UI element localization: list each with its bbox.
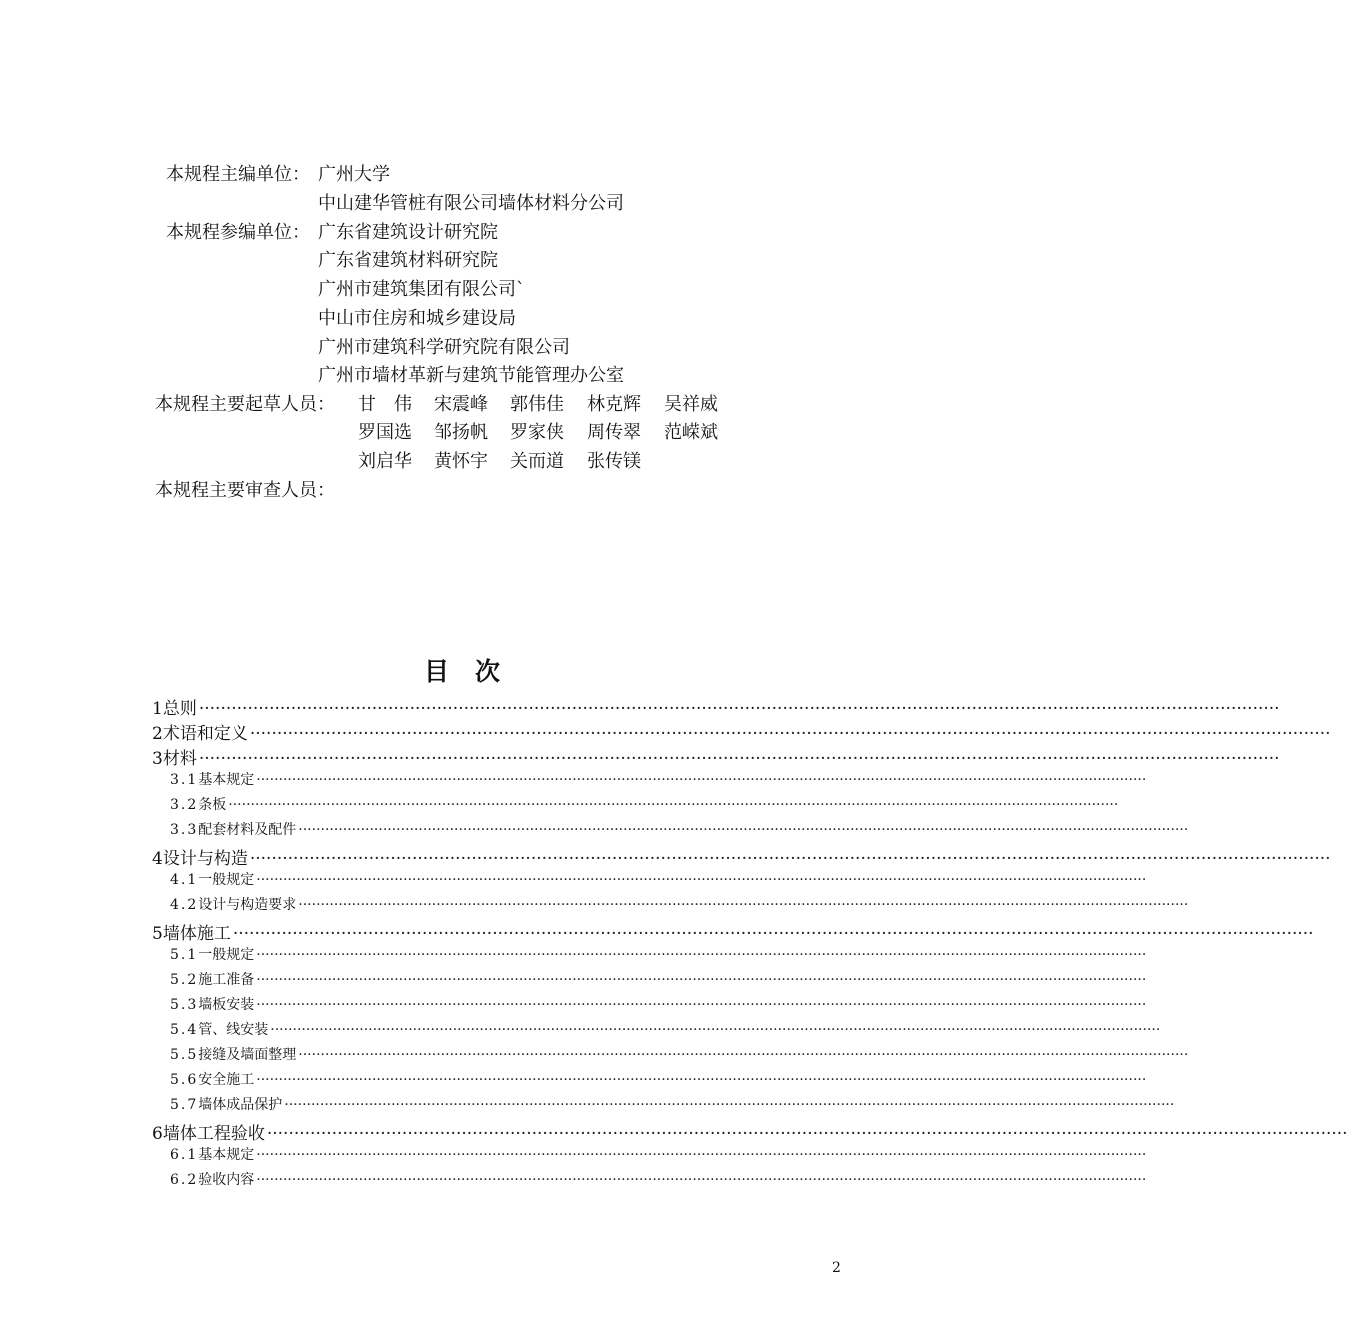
toc-entry-title: 术语和定义 <box>162 724 248 744</box>
toc-entry-number: 5.2 <box>170 972 199 988</box>
toc-entry-title: 墙体施工 <box>162 924 231 944</box>
drafter-name: 邹扬帆 <box>434 422 488 443</box>
co-unit: 广东省建筑设计研究院 <box>318 222 498 243</box>
toc-dot-leader: ········································································································································································································ <box>284 1097 1175 1113</box>
toc-entry-title: 管、线安装 <box>198 1022 269 1038</box>
toc-dot-leader: ········································································································································································································ <box>198 699 1280 719</box>
toc-entry[interactable] <box>152 744 1280 769</box>
page-number: 2 <box>832 1260 841 1276</box>
toc-entry[interactable] <box>152 1069 1147 1094</box>
toc-entry[interactable] <box>152 1144 1147 1169</box>
drafter-name: 郭伟佳 <box>510 394 564 415</box>
toc-entry-title: 设计与构造 <box>162 849 248 869</box>
co-unit: 中山市住房和城乡建设局 <box>318 308 516 329</box>
toc-entry-title: 墙板安装 <box>198 997 255 1013</box>
reviewers-label: 本规程主要审查人员： <box>155 480 335 501</box>
toc-entry[interactable] <box>152 1169 1147 1194</box>
toc-dot-leader: ········································································································································································································ <box>256 997 1147 1013</box>
toc-entry-title: 接缝及墙面整理 <box>198 1047 297 1063</box>
chief-unit: 广州大学 <box>318 164 390 185</box>
toc-entry-title: 总则 <box>162 699 197 719</box>
toc-entry[interactable] <box>152 894 1189 919</box>
toc-entry-number: 3.1 <box>170 772 199 788</box>
toc-entry-number: 5.3 <box>170 997 199 1013</box>
table-of-contents <box>152 694 1348 1194</box>
co-editor-label: 本规程参编单位： <box>166 222 310 243</box>
toc-entry[interactable] <box>152 1119 1348 1144</box>
toc-entry[interactable] <box>152 919 1314 944</box>
toc-dot-leader: ········································································································································································································ <box>256 1147 1147 1163</box>
co-unit: 广州市建筑科学研究院有限公司 <box>318 337 570 358</box>
toc-entry-number: 3.2 <box>170 797 199 813</box>
drafter-name: 林克辉 <box>587 394 641 415</box>
toc-dot-leader: ········································································································································································································ <box>256 947 1147 963</box>
co-unit: 广州市墙材革新与建筑节能管理办公室 <box>318 365 624 386</box>
toc-entry-number: 5 <box>152 924 163 944</box>
toc-entry-title: 施工准备 <box>198 972 255 988</box>
toc-entry-number: 3 <box>152 749 163 769</box>
drafter-name: 黄怀宇 <box>434 451 488 472</box>
co-unit: 广州市建筑集团有限公司` <box>318 279 525 300</box>
drafter-name: 刘启华 <box>358 451 412 472</box>
co-unit: 广东省建筑材料研究院 <box>318 250 498 271</box>
toc-entry[interactable] <box>152 694 1280 719</box>
toc-dot-leader: ········································································································································································································ <box>256 1172 1147 1188</box>
drafter-name: 甘 伟 <box>358 394 412 415</box>
drafters-label: 本规程主要起草人员： <box>155 394 335 415</box>
toc-title: 目次 <box>423 657 526 686</box>
toc-entry-title: 配套材料及配件 <box>198 822 297 838</box>
toc-entry[interactable] <box>152 994 1147 1019</box>
toc-dot-leader: ········································································································································································································ <box>298 1047 1189 1063</box>
toc-entry-number: 6 <box>152 1124 163 1144</box>
toc-entry-number: 4 <box>152 849 163 869</box>
drafter-name: 范嵘斌 <box>664 422 718 443</box>
toc-entry-title: 墙体工程验收 <box>162 1124 265 1144</box>
drafters-row <box>0 418 950 442</box>
toc-dot-leader: ········································································································································································································ <box>249 724 1331 744</box>
toc-entry-title: 安全施工 <box>198 1072 255 1088</box>
toc-dot-leader: ········································································································································································································ <box>256 1072 1147 1088</box>
toc-entry-title: 一般规定 <box>198 872 255 888</box>
drafter-name: 罗国选 <box>358 422 412 443</box>
toc-entry-title: 材料 <box>162 749 197 769</box>
toc-entry[interactable] <box>152 1094 1175 1119</box>
chief-editor-label: 本规程主编单位： <box>166 164 310 185</box>
toc-entry-number: 4.2 <box>170 897 199 913</box>
toc-entry[interactable] <box>152 769 1147 794</box>
toc-entry[interactable] <box>152 869 1147 894</box>
toc-entry-title: 墙体成品保护 <box>198 1097 283 1113</box>
toc-dot-leader: ········································································································································································································ <box>266 1124 1348 1144</box>
toc-entry-number: 2 <box>152 724 163 744</box>
toc-entry[interactable] <box>152 969 1147 994</box>
toc-entry-number: 5.7 <box>170 1097 199 1113</box>
drafter-name: 关而道 <box>510 451 564 472</box>
toc-entry-title: 验收内容 <box>198 1172 255 1188</box>
toc-entry[interactable] <box>152 1019 1161 1044</box>
drafter-name: 罗家侠 <box>510 422 564 443</box>
drafter-name: 吴祥威 <box>664 394 718 415</box>
toc-dot-leader: ········································································································································································································ <box>270 1022 1161 1038</box>
toc-entry-title: 设计与构造要求 <box>198 897 297 913</box>
drafters-row <box>0 390 950 414</box>
chief-unit: 中山建华管桩有限公司墙体材料分公司 <box>318 193 624 214</box>
toc-dot-leader: ········································································································································································································ <box>249 849 1331 869</box>
toc-entry[interactable] <box>152 844 1331 869</box>
toc-entry-number: 4.1 <box>170 872 199 888</box>
toc-entry[interactable] <box>152 794 1119 819</box>
toc-entry-title: 一般规定 <box>198 947 255 963</box>
drafter-name: 周传翠 <box>587 422 641 443</box>
toc-entry-number: 1 <box>152 699 163 719</box>
toc-entry[interactable] <box>152 1044 1189 1069</box>
toc-entry-number: 5.6 <box>170 1072 199 1088</box>
toc-entry[interactable] <box>152 819 1189 844</box>
toc-entry-title: 基本规定 <box>198 1147 255 1163</box>
toc-entry[interactable] <box>152 944 1147 969</box>
toc-dot-leader: ········································································································································································································ <box>228 797 1119 813</box>
toc-entry-title: 条板 <box>198 797 227 813</box>
toc-entry-number: 5.5 <box>170 1047 199 1063</box>
toc-entry-number: 6.2 <box>170 1172 199 1188</box>
drafters-row <box>0 447 950 471</box>
toc-entry-number: 5.4 <box>170 1022 199 1038</box>
toc-entry-number: 5.1 <box>170 947 199 963</box>
toc-dot-leader: ········································································································································································································ <box>256 972 1147 988</box>
toc-dot-leader: ········································································································································································································ <box>298 822 1189 838</box>
toc-dot-leader: ········································································································································································································ <box>256 772 1147 788</box>
toc-entry[interactable] <box>152 719 1331 744</box>
drafter-name: 张传镁 <box>587 451 641 472</box>
drafter-name: 宋震峰 <box>434 394 488 415</box>
toc-dot-leader: ········································································································································································································ <box>298 897 1189 913</box>
toc-entry-number: 6.1 <box>170 1147 199 1163</box>
toc-entry-number: 3.3 <box>170 822 199 838</box>
toc-entry-title: 基本规定 <box>198 772 255 788</box>
toc-dot-leader: ········································································································································································································ <box>198 749 1280 769</box>
toc-dot-leader: ········································································································································································································ <box>232 924 1314 944</box>
toc-dot-leader: ········································································································································································································ <box>256 872 1147 888</box>
